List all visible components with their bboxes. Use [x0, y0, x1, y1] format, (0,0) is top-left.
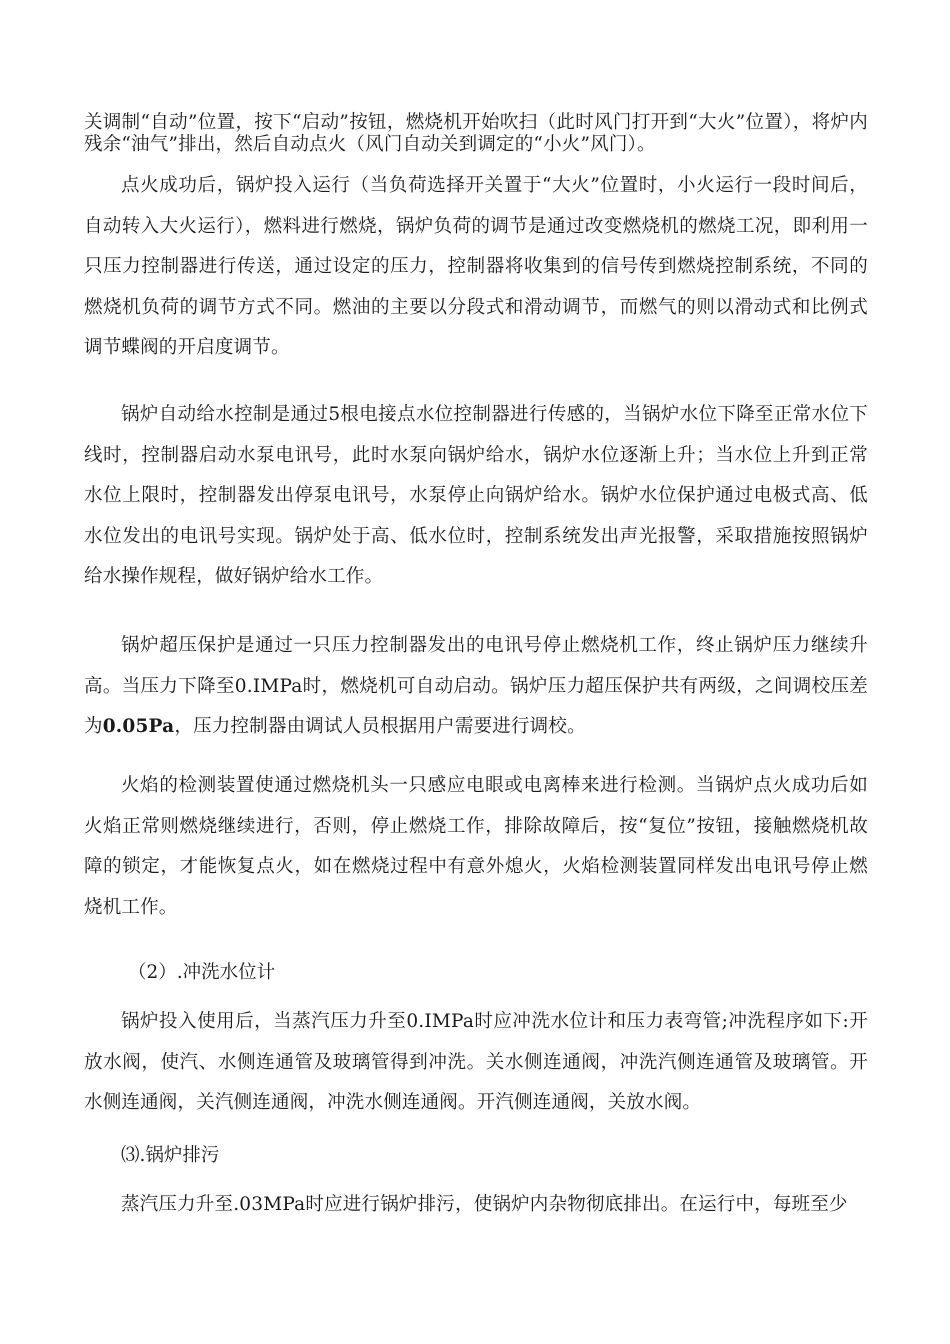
- paragraph-ignition-load-control: 点火成功后，锅炉投入运行（当负荷选择开关置于“大火”位置时，小火运行一段时间后，自动转入大火运行），燃料进行燃烧，锅炉负荷的调节是通过改变燃烧机的燃烧工况，即利用一只压力控制器进行传送，通过设定的压力，控制器将收集到的信号传到燃烧控制系统，不同的燃烧机负荷的调节方式不同。燃油的主要以分段式和滑动调节，而燃气的则以滑动式和比例式调节蝶阀的开启度调节。: [84, 175, 868, 358]
- section-heading-flush-level-gauge: （2）.冲洗水位计: [128, 962, 276, 983]
- overpressure-text-part-1: 锅炉超压保护是通过一只压力控制器发出的电讯号停止燃烧机工作，终止锅炉压力继续升高。当压力下降至0.IMPa时，燃烧机可自动启动。锅炉压力超压保护共有两级，之间调校压差为: [84, 635, 868, 737]
- paragraph-flame-detection: 火焰的检测装置使通过燃烧机头一只感应电眼或电离棒来进行检测。当锅炉点火成功后如火焰正常则燃烧继续进行，否则，停止燃烧工作，排除故障后，按“复位”按钮，接触燃烧机故障的锁定，才能恢复点火，如在燃烧过程中有意外熄火，火焰检测装置同样发出电讯号停止燃烧机工作。: [84, 775, 868, 918]
- paragraph-overpressure-protection: [84, 626, 868, 748]
- pressure-difference-value: 0.05Pa: [102, 716, 175, 737]
- paragraph-blowdown: 蒸汽压力升至.03MPa时应进行锅炉排污，使锅炉内杂物彻底排出。在运行中，每班至少: [121, 1194, 848, 1215]
- overpressure-text-part-2: ，压力控制器由调试人员根据用户需要进行调校。: [174, 716, 586, 737]
- paragraph-water-level-control: 锅炉自动给水控制是通过5根电接点水位控制器进行传感的，当锅炉水位下降至正常水位下线时，控制器启动水泵电讯号，此时水泵向锅炉给水，锅炉水位逐渐上升；当水位上升到正常水位上限时，控制器发出停泵电讯号，水泵停止向锅炉给水。锅炉水位保护通过电极式高、低水位发出的电讯号实现。锅炉处于高、低水位时，控制系统发出声光报警，采取措施按照锅炉给水操作规程，做好锅炉给水工作。: [84, 404, 868, 587]
- section-heading-blowdown: ⑶.锅炉排污: [121, 1145, 220, 1166]
- paragraph-startup-purge: 关调制“自动”位置，按下“启动”按钮，燃烧机开始吹扫（此时风门打开到“大火”位置），将炉内残余“油气”排出，然后自动点火（风门自动关到调定的“小火”风门）。: [84, 112, 868, 155]
- paragraph-flush-procedure: 锅炉投入使用后，当蒸汽压力升至0.IMPa时应冲洗水位计和压力表弯管;冲洗程序如下:开放水阀，使汽、水侧连通管及玻璃管得到冲洗。关水侧连通阀，冲洗汽侧连通管及玻璃管。开水侧连通阀，关汽侧连通阀，冲洗水侧连通阀。开汽侧连通阀，关放水阀。: [84, 1011, 868, 1113]
